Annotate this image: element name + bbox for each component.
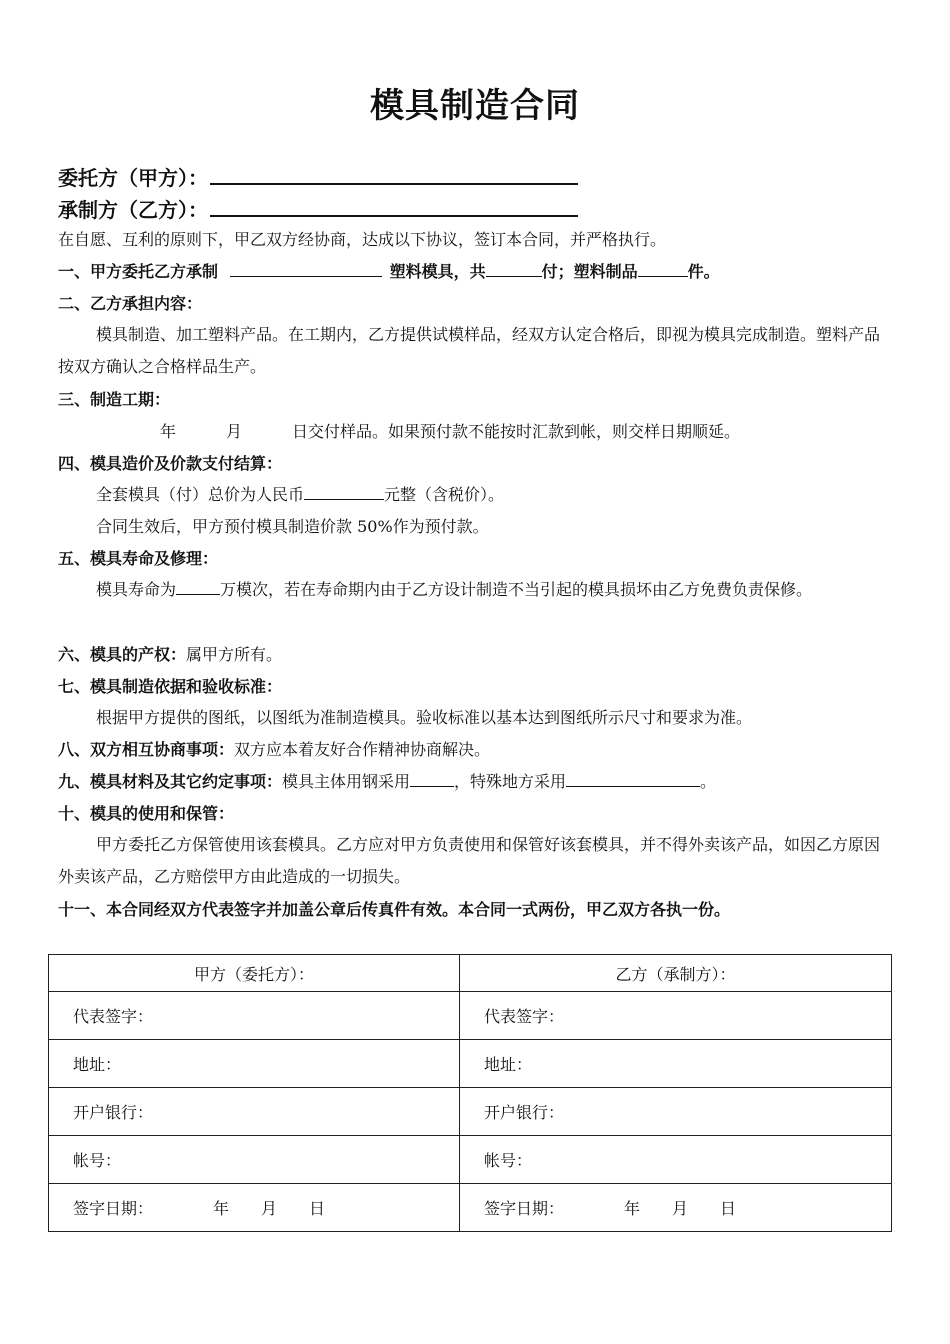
clause-9 bbox=[58, 766, 898, 798]
party-a-representative-cell[interactable]: 代表签字： bbox=[49, 992, 460, 1040]
party-a-address-cell[interactable]: 地址： bbox=[49, 1040, 460, 1088]
table-row bbox=[49, 1136, 892, 1184]
party-a-header: 甲方（委托方）： bbox=[49, 955, 460, 992]
clause-4-line-1 bbox=[96, 479, 936, 511]
table-row bbox=[49, 992, 892, 1040]
product-count-blank[interactable] bbox=[638, 258, 688, 277]
clause-7-body: 根据甲方提供的图纸，以图纸为准制造模具。验收标准以基本达到图纸所示尺寸和要求为准。 bbox=[96, 708, 753, 727]
clause-3-rest: 日交付样品。如果预付款不能按时汇款到帐，则交样日期顺延。 bbox=[292, 422, 741, 441]
clause-8-text: 双方应本着友好合作精神协商解决。 bbox=[234, 740, 491, 759]
date-year: 年 bbox=[213, 1199, 230, 1218]
party-b-bank-cell[interactable]: 开户银行： bbox=[460, 1088, 892, 1136]
table-row bbox=[49, 1040, 892, 1088]
mold-name-blank[interactable] bbox=[230, 258, 382, 277]
steel-type-blank[interactable] bbox=[410, 768, 454, 787]
clause-3-year: 年 bbox=[160, 422, 177, 441]
mold-life-label: 模具寿命为 bbox=[96, 580, 177, 599]
mold-life-text: 万模次，若在寿命期内由于乙方设计制造不当引起的模具损坏由乙方免费负责保修。 bbox=[220, 580, 813, 599]
intro-text: 在自愿、互利的原则下，甲乙双方经协商，达成以下协议，签订本合同，并严格执行。 bbox=[58, 230, 667, 249]
clause-9-text-a: 模具主体用钢采用 bbox=[282, 772, 411, 791]
party-a-blank[interactable] bbox=[210, 161, 578, 185]
date-year: 年 bbox=[624, 1199, 641, 1218]
clause-2-body: 模具制造、加工塑料产品。在工期内，乙方提供试模样品，经双方认定合格后，即视为模具完成制造。塑料产品按双方确认之合格样品生产。 bbox=[58, 325, 881, 376]
clause-9-text-b: ，特殊地方采用 bbox=[454, 772, 567, 791]
date-label: 签字日期： bbox=[73, 1199, 154, 1218]
party-a-date-cell[interactable] bbox=[49, 1184, 460, 1232]
party-a-account-cell[interactable]: 帐号： bbox=[49, 1136, 460, 1184]
party-a-bank-cell[interactable]: 开户银行： bbox=[49, 1088, 460, 1136]
clause-1-mid1: 塑料模具，共 bbox=[389, 262, 486, 281]
signature-table bbox=[48, 954, 892, 1232]
table-row bbox=[49, 1184, 892, 1232]
clause-2-heading: 二、乙方承担内容： bbox=[58, 294, 203, 313]
clause-1 bbox=[58, 256, 898, 288]
party-b-blank[interactable] bbox=[210, 193, 578, 217]
signature-header-row bbox=[49, 955, 892, 992]
party-b-header: 乙方（承制方）： bbox=[460, 955, 892, 992]
clause-6-heading: 六、模具的产权： bbox=[58, 645, 187, 664]
party-b-label: 承制方（乙方）： bbox=[58, 198, 208, 222]
date-day: 日 bbox=[309, 1199, 326, 1218]
date-month: 月 bbox=[261, 1199, 278, 1218]
party-b-line bbox=[58, 193, 578, 223]
date-day: 日 bbox=[720, 1199, 737, 1218]
clause-11: 十一、本合同经双方代表签字并加盖公章后传真件有效。本合同一式两份，甲乙双方各执一份。 bbox=[58, 900, 731, 919]
date-label: 签字日期： bbox=[484, 1199, 565, 1218]
clause-10-heading: 十、模具的使用和保管： bbox=[58, 804, 235, 823]
clause-1-suffix: 件。 bbox=[687, 262, 720, 281]
party-b-representative-cell[interactable]: 代表签字： bbox=[460, 992, 892, 1040]
clause-9-heading: 九、模具材料及其它约定事项： bbox=[58, 772, 283, 791]
mold-count-blank[interactable] bbox=[486, 258, 542, 277]
total-price-suffix: 元整（含税价）。 bbox=[384, 485, 505, 504]
clause-3-month: 月 bbox=[226, 422, 243, 441]
party-b-account-cell[interactable]: 帐号： bbox=[460, 1136, 892, 1184]
total-price-blank[interactable] bbox=[304, 481, 384, 500]
clause-5-body bbox=[58, 574, 880, 606]
special-material-blank[interactable] bbox=[566, 768, 700, 787]
table-row bbox=[49, 1088, 892, 1136]
clause-4-line-2: 合同生效后，甲方预付模具制造价款 50%作为预付款。 bbox=[96, 517, 489, 536]
clause-4-heading: 四、模具造价及价款支付结算： bbox=[58, 454, 283, 473]
party-b-address-cell[interactable]: 地址： bbox=[460, 1040, 892, 1088]
clause-8-heading: 八、双方相互协商事项： bbox=[58, 740, 235, 759]
clause-3-body bbox=[160, 416, 950, 448]
party-b-date-cell[interactable] bbox=[460, 1184, 892, 1232]
party-a-label: 委托方（甲方）： bbox=[58, 166, 208, 190]
total-price-label: 全套模具（付）总价为人民币 bbox=[96, 485, 305, 504]
clause-7-heading: 七、模具制造依据和验收标准： bbox=[58, 677, 283, 696]
party-a-line bbox=[58, 161, 578, 191]
mold-life-blank[interactable] bbox=[176, 576, 220, 595]
clause-10-body: 甲方委托乙方保管使用该套模具。乙方应对甲方负责使用和保管好该套模具，并不得外卖该产品，如因乙方原因外卖该产品，乙方赔偿甲方由此造成的一切损失。 bbox=[58, 835, 881, 886]
clause-1-mid2: 付；塑料制品 bbox=[541, 262, 638, 281]
date-month: 月 bbox=[672, 1199, 689, 1218]
clause-8 bbox=[58, 734, 898, 766]
clause-6-text: 属甲方所有。 bbox=[186, 645, 283, 664]
clause-1-prefix: 一、甲方委托乙方承制 bbox=[58, 262, 219, 281]
clause-9-text-c: 。 bbox=[700, 772, 717, 791]
clause-3-heading: 三、制造工期： bbox=[58, 390, 171, 409]
clause-6 bbox=[58, 639, 898, 671]
clause-5-heading: 五、模具寿命及修理： bbox=[58, 549, 219, 568]
page-title: 模具制造合同 bbox=[370, 86, 580, 126]
